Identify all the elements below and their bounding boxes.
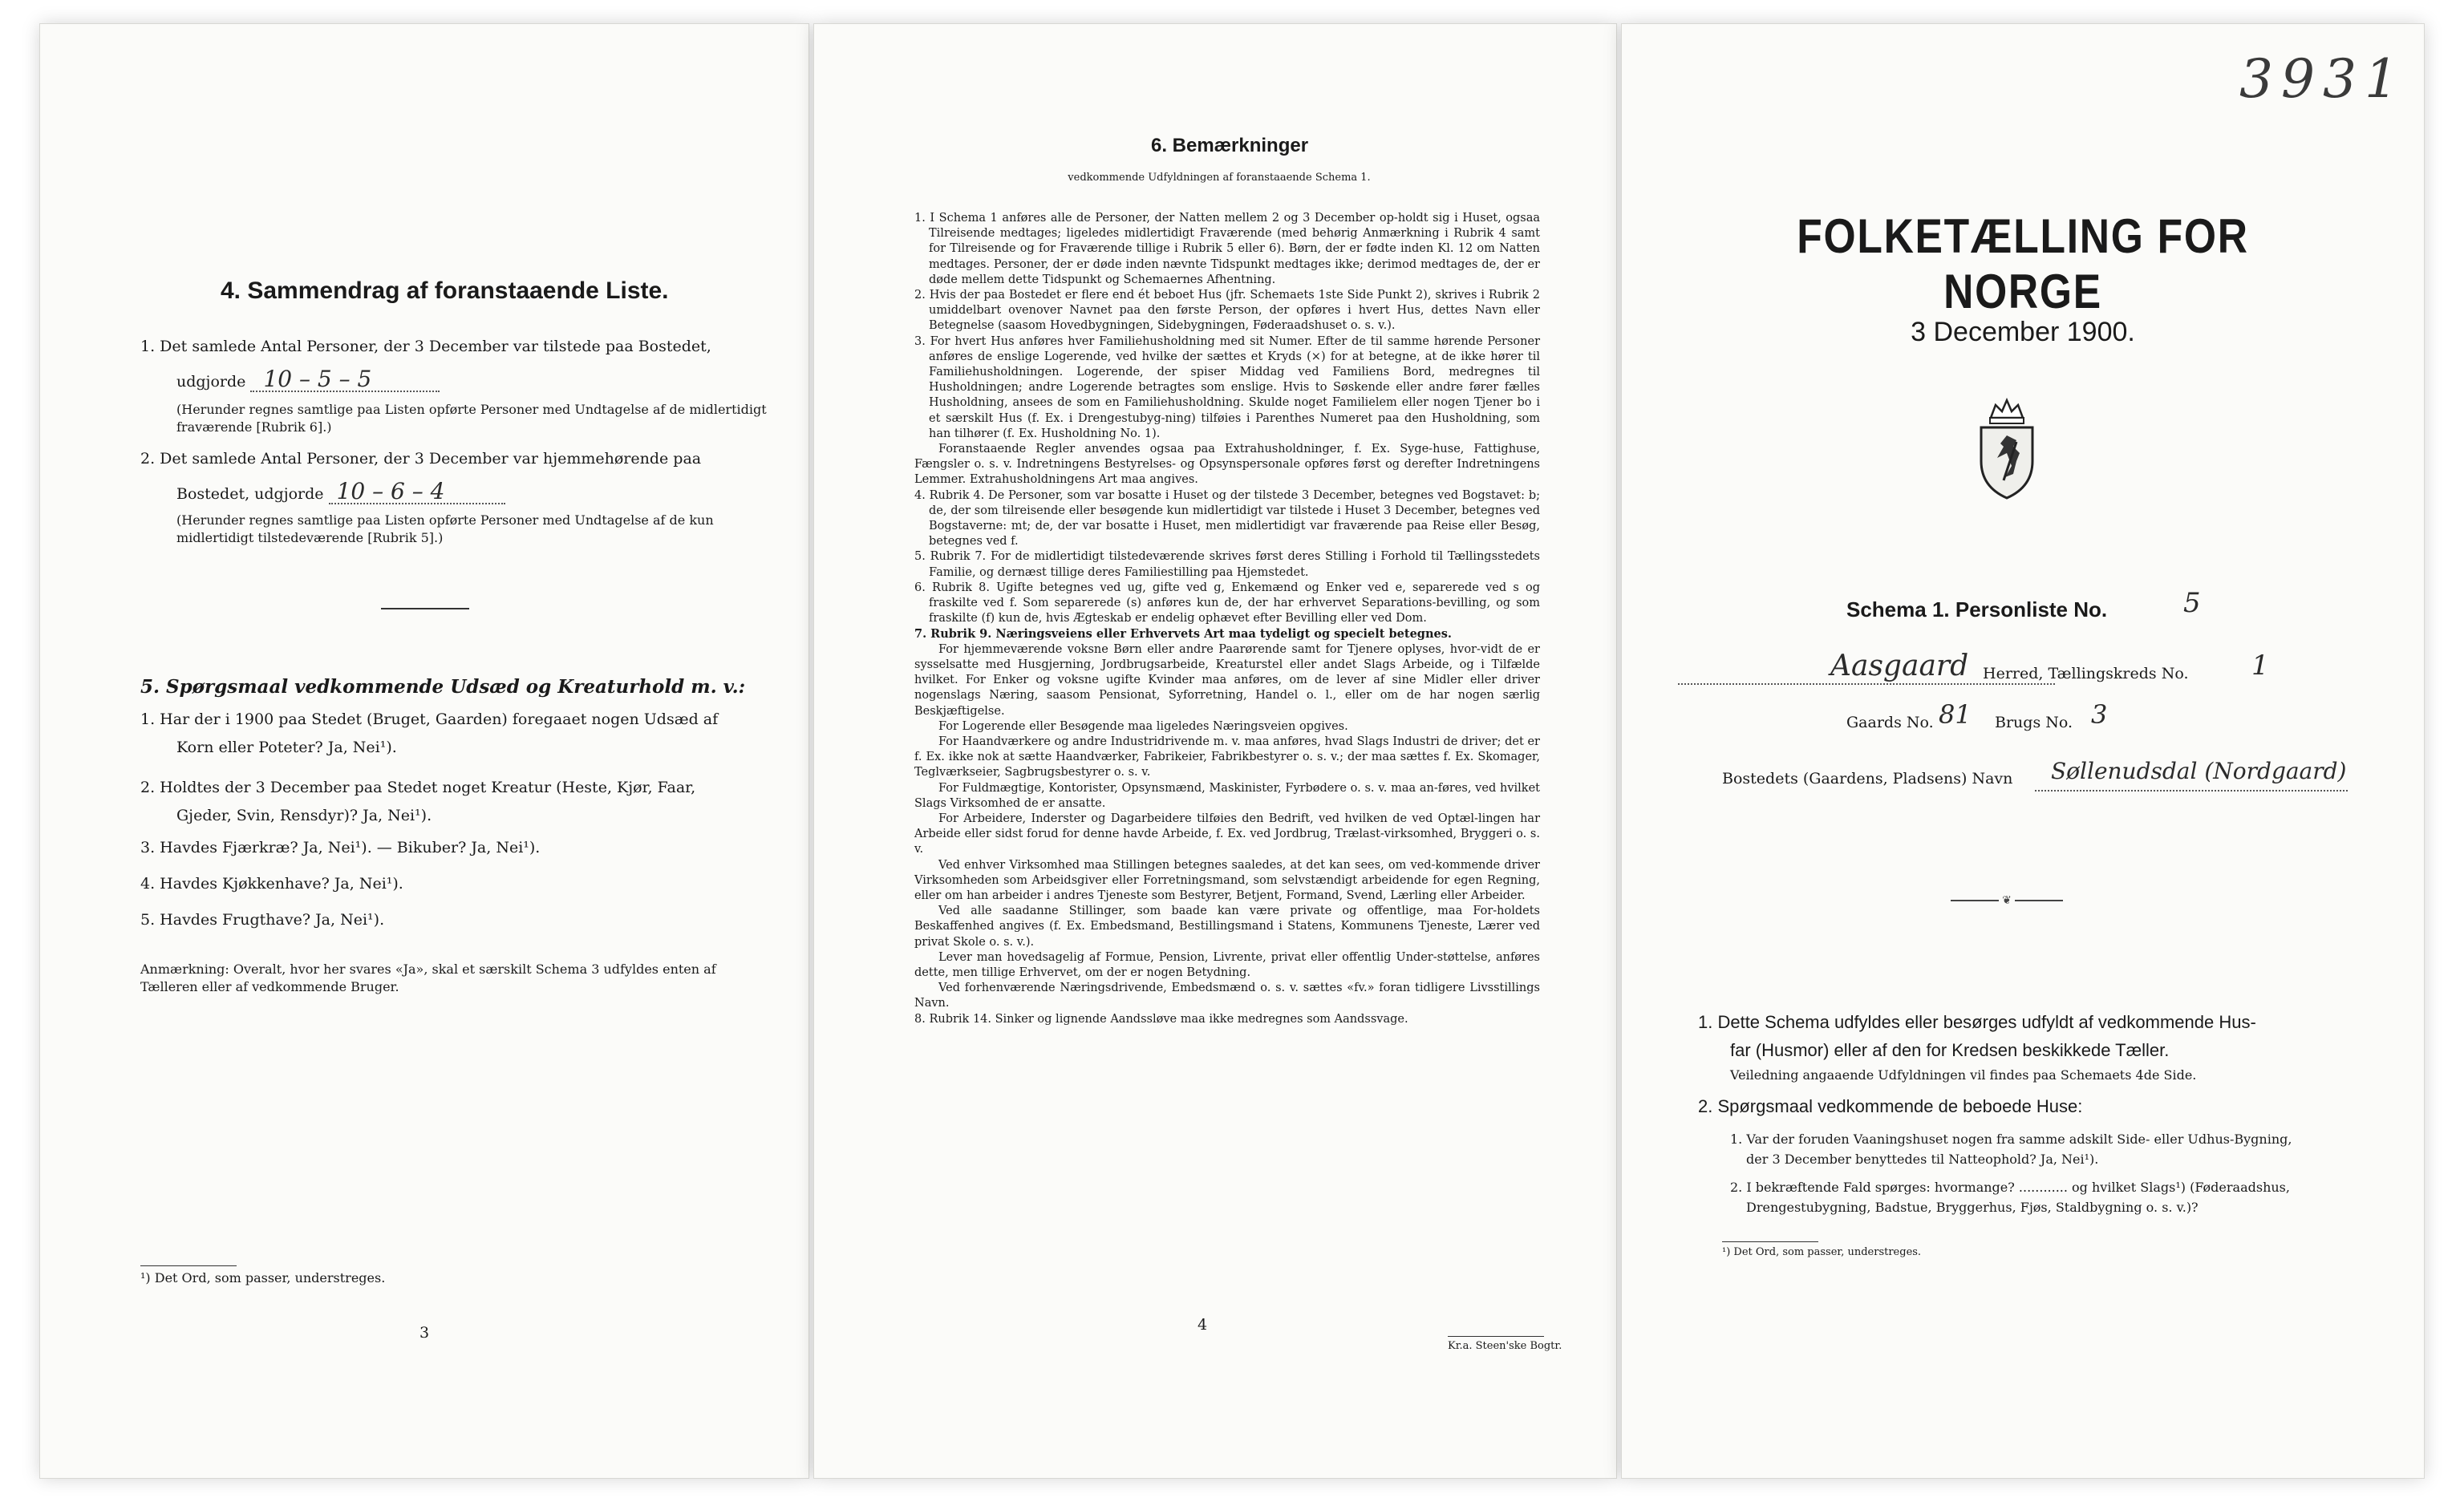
remark-3-extra: Foranstaaende Regler anvendes ogsaa paa Extrahusholdninger, f. Ex. Syge-huse, Fattighuse, Fængsler o. s. v. Indretningens Bestyrelses- og Opsynspersonale opføres først og derefter Indretningens Lemmer. Extrahusholdningens Art maa angives. bbox=[914, 443, 1540, 487]
s4-item1-line-b bbox=[176, 367, 440, 394]
section-6-title: 6. Bemærkninger bbox=[1151, 135, 1309, 156]
remark-7e: For Arbeidere, Inderster og Dagarbeidere tilføies den Bedrift, ved hvilken de ved Optæl-lingen har Arbeide eller sidst forud for denne havde Arbeide, f. Ex. ved Jordbrug, Trælast-virksomhed, Bryggeri o. s. v. bbox=[914, 812, 1540, 856]
footnote-rule bbox=[1722, 1241, 1818, 1242]
remark-7: 7. Rubrik 9. Næringsveiens eller Erhvervets Art maa tydeligt og specielt betegnes. bbox=[914, 627, 1452, 642]
bosted-value: Søllenudsdal (Nordgaard) bbox=[2051, 758, 2347, 784]
census-date: 3 December 1900. bbox=[1911, 317, 2135, 347]
page-1 bbox=[1622, 24, 2424, 1478]
q3: 3. Havdes Fjærkræ? Ja, Nei¹). — Bikuber? Ja, Nei¹). bbox=[140, 839, 541, 856]
ornamental-divider: ❦ bbox=[1943, 894, 2071, 907]
instruction-1-b: far (Husmor) eller af den for Kredsen beskikkede Tæller. bbox=[1730, 1040, 2170, 1060]
remark-8: 8. Rubrik 14. Sinker og lignende Aandssløve maa ikke medregnes som Aandssvage. bbox=[914, 1012, 1408, 1026]
remark-7c: For Haandværkere og andre Industridrivende m. v. maa anføres, hvad Slags Industri de driver; det er f. Ex. ikke nok at sætte Haandværker, Fabrikeier, Fabrikbestyrer o. s. v.; der maa sættes f. Ex. Skomager, Teglværkseier, Sagbrugsbestyrer o. s. v. bbox=[914, 735, 1540, 779]
footnote: ¹) Det Ord, som passer, understreges. bbox=[140, 1270, 386, 1285]
remark-7b: For Logerende eller Besøgende maa ligeledes Næringsveien opgives. bbox=[938, 719, 1348, 733]
kreds-value: 1 bbox=[2251, 650, 2269, 682]
question-2-2-b: Drengestubygning, Badstue, Bryggerhus, Fjøs, Staldbygning o. s. v.)? bbox=[1746, 1200, 2199, 1215]
section-divider bbox=[381, 608, 469, 609]
s4-item1-note: (Herunder regnes samtlige paa Listen opførte Personer med Undtagelse af de midlertidigt fraværende [Rubrik 6].) bbox=[176, 402, 767, 435]
q4: 4. Havdes Kjøkkenhave? Ja, Nei¹). bbox=[140, 875, 403, 893]
brugs-value: 3 bbox=[2091, 699, 2108, 730]
section-5-title: 5. Spørgsmaal vedkommende Udsæd og Kreaturhold m. v.: bbox=[140, 676, 746, 698]
page-number: 4 bbox=[1198, 1316, 1208, 1334]
s4-item1-value: 10 – 5 – 5 bbox=[250, 367, 440, 392]
remark-7i: Ved forhenværende Næringsdrivende, Embedsmænd o. s. v. sættes «fv.» foran tidligere Livsstillings Navn. bbox=[914, 982, 1540, 1010]
question-2-2-a: 2. I bekræftende Fald spørges: hvormange? ............ og hvilket Slags¹) (Føderaadshus, bbox=[1730, 1180, 2290, 1195]
remark-5: 5. Rubrik 7. For de midlertidigt tilstedeværende skrives først deres Stilling i Forhold til Tællingsstedets Familie, og dernæst tillige deres Familiestilling paa Hjemstedet. bbox=[914, 550, 1540, 579]
instruction-1-a: 1. Dette Schema udfyldes eller besørges udfyldt af vedkommende Hus- bbox=[1698, 1012, 2256, 1032]
s4-item1-label: udgjorde bbox=[176, 373, 246, 391]
bosted-label: Bostedets (Gaardens, Pladsens) Navn bbox=[1722, 770, 2013, 787]
q2-line-a: 2. Holdtes der 3 December paa Stedet noget Kreatur (Heste, Kjør, Faar, bbox=[140, 779, 696, 796]
section-4-title: 4. Sammendrag af foranstaaende Liste. bbox=[221, 277, 669, 304]
q1-line-a: 1. Har der i 1900 paa Stedet (Bruget, Gaarden) foregaaet nogen Udsæd af bbox=[140, 711, 719, 728]
document-title: FOLKETÆLLING FOR NORGE bbox=[1797, 209, 2249, 318]
bosted-dotted-line bbox=[2035, 790, 2348, 791]
gaards-value: 81 bbox=[1939, 699, 1972, 730]
s4-item2-line-b bbox=[176, 480, 505, 506]
gaards-label: Gaards No. bbox=[1846, 714, 1934, 731]
remark-4: 4. Rubrik 4. De Personer, som var bosatte i Huset og der tilstede 3 December, betegnes ved Bogstavet: b; de, der som tilreisende eller besøgende kun midlertidigt var tilstede i Huset 3 December, betegnes ved Bogstaverne: mt; de, der var bosatte i Huset, men midlertidigt var fraværende paa Reise eller Besøg, betegnes ved f. bbox=[914, 488, 1540, 549]
remark-7a: For hjemmeværende voksne Børn eller andre Paarørende samt for Tjenere oplyses, hvor-vidt de er sysselsatte med Husgjerning, Jordbrugsarbeide, Kreaturstel eller andet Slags Arbeide, og i Tilfælde hvilket. For Enker og voksne ugifte Kvinder maa anføres, om de lever af sine Midler eller driver nogenslags Næring, saasom Pensionat, Syforretning, Handel o. l., eller om de har nogen særlig Beskjæftigelse. bbox=[914, 642, 1540, 718]
remark-7h: Lever man hovedsagelig af Formue, Pension, Livrente, privat eller offentlig Under-støttelse, anføres dette, men tillige Erhvervet, om der er nogen Betydning. bbox=[914, 950, 1540, 979]
archive-number: 3931 bbox=[2239, 48, 2406, 110]
personliste-number: 5 bbox=[2183, 587, 2201, 619]
footnote: ¹) Det Ord, som passer, understreges. bbox=[1722, 1246, 1922, 1258]
s4-item2-label: Bostedet, udgjorde bbox=[176, 485, 324, 503]
question-2-1-a: 1. Var der foruden Vaaningshuset nogen fra samme adskilt Side- eller Udhus-Bygning, bbox=[1730, 1132, 2292, 1147]
s4-item1-line-a: 1. Det samlede Antal Personer, der 3 December var tilstede paa Bostedet, bbox=[140, 338, 711, 355]
herred-label: Herred, Tællingskreds No. bbox=[1983, 665, 2189, 682]
s4-item2-value: 10 – 6 – 4 bbox=[329, 480, 505, 504]
remark-3: 3. For hvert Hus anføres hver Familiehusholdning med sit Numer. Efter de til samme hørende Personer anføres de enslige Logerende, ved hvilke der sættes et Kryds (×) for at betegne, at de ikke hører til Familiehusholdningen. Logerende, der spiser Middag ved Familiens Bord, medregnes til Husholdningen; andre Logerende betragtes som enslige. Hvis to Søskende eller andre fører fælles Husholdning, ansees de som en Familiehusholdning. Skulde noget Familielem eller nogen Tjener bo i et særskilt Hus (f. Ex. i Drengestubyg-ning) tilføies i Parenthes Numeret paa den Husholdning, som han tilhører (f. Ex. Husholdning No. 1). bbox=[914, 334, 1540, 440]
page-3 bbox=[40, 24, 808, 1478]
s4-item2-note: (Herunder regnes samtlige paa Listen opførte Personer med Undtagelse af de kun midlertidigt tilstedeværende [Rubrik 5].) bbox=[176, 512, 714, 545]
remark-7d: For Fuldmægtige, Kontorister, Opsynsmænd, Maskinister, Fyrbødere o. s. v. maa an-føres, ved hvilket Slags Virksomhed de er ansatte. bbox=[914, 781, 1540, 810]
page-4 bbox=[814, 24, 1616, 1478]
q1-line-b: Korn eller Poteter? Ja, Nei¹). bbox=[176, 739, 397, 756]
instruction-2: 2. Spørgsmaal vedkommende de beboede Huse: bbox=[1698, 1096, 2083, 1116]
brugs-label: Brugs No. bbox=[1995, 714, 2073, 731]
instruction-1-c: Veiledning angaaende Udfyldningen vil findes paa Schemaets 4de Side. bbox=[1730, 1067, 2197, 1083]
printer-credit: Kr.a. Steen'ske Bogtr. bbox=[1448, 1340, 1562, 1352]
herred-value: Aasgaard bbox=[1830, 650, 1969, 682]
printer-rule bbox=[1448, 1336, 1544, 1337]
q5: 5. Havdes Frugthave? Ja, Nei¹). bbox=[140, 911, 385, 929]
question-2-1-b: der 3 December benyttedes til Natteophold? Ja, Nei¹). bbox=[1746, 1152, 2099, 1167]
page-number: 3 bbox=[419, 1324, 430, 1342]
annotation-note: Anmærkning: Overalt, hvor her svares «Ja», skal et særskilt Schema 3 udfyldes enten af Tælleren eller af vedkommende Bruger. bbox=[140, 962, 716, 994]
schema-label: Schema 1. Personliste No. bbox=[1846, 597, 2108, 621]
coat-of-arms-icon bbox=[1967, 397, 2047, 501]
remark-1: 1. I Schema 1 anføres alle de Personer, der Natten mellem 2 og 3 December op-holdt sig i Huset, ogsaa Tilreisende medtages; ligeledes midlertidigt Fraværende (med behørig Anmærkning i Rubrik 4 samt for Tilreisende og for Fraværende tillige i Rubrik 5 eller 6). Børn, der er fødte inden Kl. 12 om Natten medtages. Personer, der er døde inden nævnte Tidspunkt medtages ikke; derimod medtages de, der er døde mellem dette Tidspunkt og Schemaernes Afhentning. bbox=[914, 212, 1540, 286]
s4-item2-line-a: 2. Det samlede Antal Personer, der 3 December var hjemmehørende paa bbox=[140, 450, 702, 468]
remark-7f: Ved enhver Virksomhed maa Stillingen betegnes saaledes, at det kan sees, om ved-kommende driver Virksomheden som Arbeidsgiver eller Forretningsmand, som selvstændigt arbeidende for egen Regning, eller om han arbeider i andres Tjeneste som Bestyrer, Betjent, Formand, Svend, Lærling eller Arbeider. bbox=[914, 858, 1540, 902]
remark-7g: Ved alle saadanne Stillinger, som baade kan være private og offentlige, maa For-holdets Beskaffenhed angives (f. Ex. Embedsmand, Bestillingsmand i Statens, Kommunens Tjeneste, Lærer ved privat Skole o. s. v.). bbox=[914, 905, 1540, 949]
q2-line-b: Gjeder, Svin, Rensdyr)? Ja, Nei¹). bbox=[176, 807, 432, 824]
remarks-body bbox=[914, 211, 1540, 1027]
remark-2: 2. Hvis der paa Bostedet er flere end ét beboet Hus (jfr. Schemaets 1ste Side Punkt 2), skrives i Rubrik 2 umiddelbart ovenover Navnet paa den første Person, der opføres i hvert Hus, dettes Navn eller Betegnelse (saasom Hovedbygningen, Sidebygningen, Føderaadshuset o. s. v.). bbox=[914, 289, 1540, 333]
footnote-rule bbox=[140, 1265, 237, 1266]
remark-6: 6. Rubrik 8. Ugifte betegnes ved ug, gifte ved g, Enkemænd og Enker ved e, separerede ved s og fraskilte ved f. Som separerede (s) anføres kun de, der har erhvervet Separations-bevilling, og som fraskilte (f) kun de, hvis Ægteskab er endelig ophævet efter Bevilling eller ved Dom. bbox=[914, 581, 1540, 625]
section-6-subtitle: vedkommende Udfyldningen af foranstaaende Schema 1. bbox=[1068, 172, 1371, 184]
